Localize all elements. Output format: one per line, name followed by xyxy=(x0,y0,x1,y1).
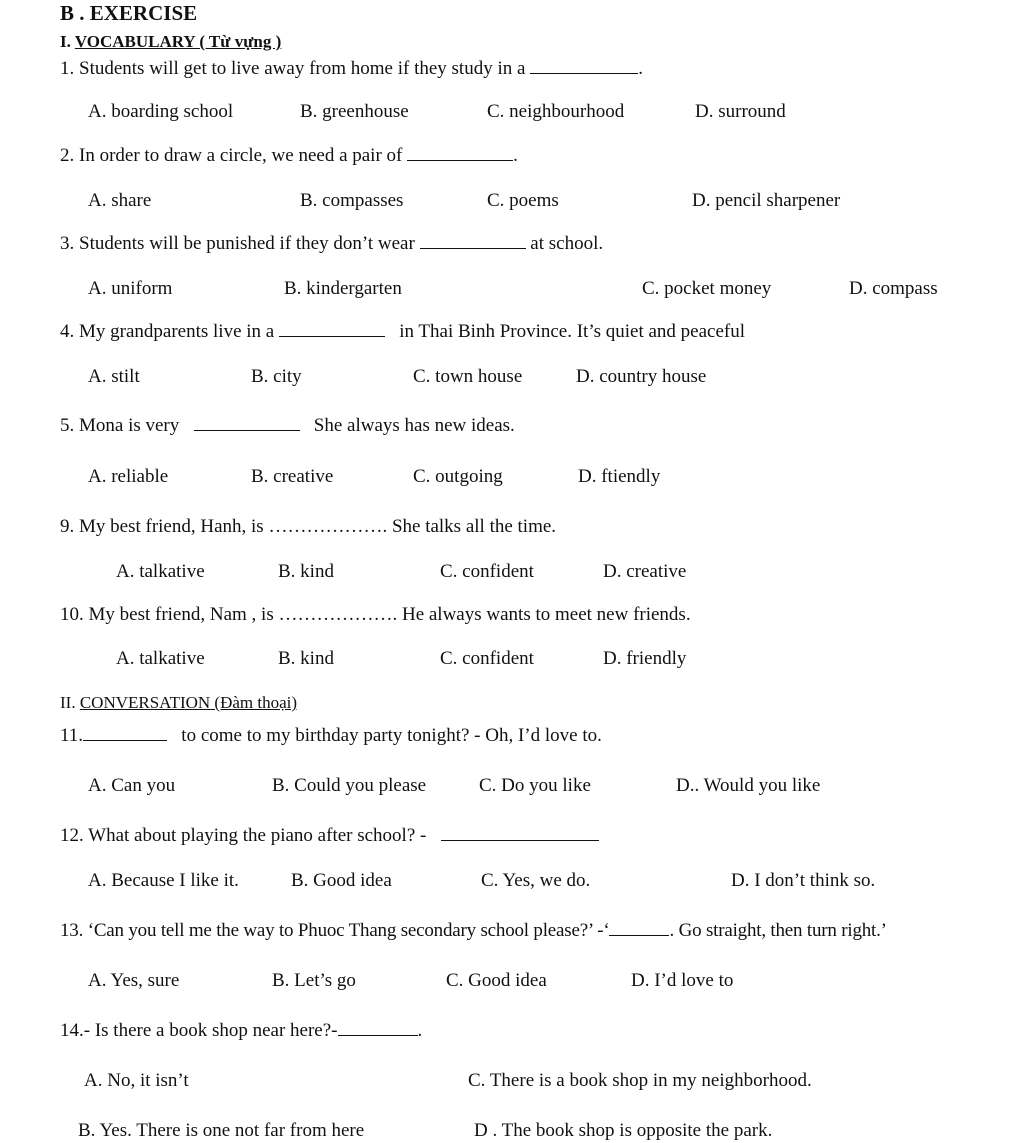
q5-blank xyxy=(194,416,300,431)
q2-option-c: C. poems xyxy=(487,190,559,211)
q1-stem: 1. Students will get to live away from home if they study in a xyxy=(60,58,526,79)
q5-option-a: A. reliable xyxy=(88,466,169,487)
q14-blank xyxy=(338,1021,418,1036)
q13-option-a: A. Yes, sure xyxy=(88,970,180,991)
q10-option-c: C. confident xyxy=(440,648,534,669)
q12-option-c: C. Yes, we do. xyxy=(481,870,591,891)
q11-option-a: A. Can you xyxy=(88,775,176,796)
question-4 xyxy=(60,321,745,343)
q5-end: She always has new ideas. xyxy=(313,415,515,436)
q14-option-d: D . The book shop is opposite the park. xyxy=(474,1120,773,1141)
q1-end: . xyxy=(638,58,643,79)
q12-option-d: D. I don’t think so. xyxy=(731,870,876,891)
q14-option-a: A. No, it isn’t xyxy=(84,1070,189,1091)
q11-option-b: B. Could you please xyxy=(272,775,427,796)
question-14 xyxy=(60,1020,422,1042)
q13-option-c: C. Good idea xyxy=(446,970,547,991)
q13-stem: 13. ‘Can you tell me the way to Phuoc Thang secondary school please?’ -‘ xyxy=(60,920,610,941)
q13-end: . Go straight, then turn right.’ xyxy=(669,920,887,941)
q9-option-c: C. confident xyxy=(440,561,534,582)
q9-option-b: B. kind xyxy=(278,561,334,582)
q2-option-b: B. compasses xyxy=(300,190,404,211)
q13-option-b: B. Let’s go xyxy=(272,970,356,991)
q4-blank xyxy=(279,322,385,337)
q4-option-d: D. country house xyxy=(576,366,707,387)
part1-title: VOCABULARY ( Từ vựng ) xyxy=(74,32,282,51)
q11-option-d: D.. Would you like xyxy=(676,775,821,796)
q1-option-d: D. surround xyxy=(695,101,786,122)
q14-option-c: C. There is a book shop in my neighborhood. xyxy=(468,1070,812,1091)
q2-option-d: D. pencil sharpener xyxy=(692,190,841,211)
q5-stem: 5. Mona is very xyxy=(60,415,180,436)
q4-stem: 4. My grandparents live in a xyxy=(60,321,275,342)
q4-option-c: C. town house xyxy=(413,366,523,387)
q10-option-b: B. kind xyxy=(278,648,334,669)
question-3 xyxy=(60,233,603,255)
section-title: B . EXERCISE xyxy=(60,1,198,25)
question-5 xyxy=(60,415,515,437)
q9-option-a: A. talkative xyxy=(116,561,205,582)
question-13 xyxy=(60,920,887,942)
part2-heading xyxy=(60,692,297,714)
q11-blank xyxy=(83,726,167,741)
q14-option-b: B. Yes. There is one not far from here xyxy=(78,1120,365,1141)
q1-option-a: A. boarding school xyxy=(88,101,234,122)
q3-stem: 3. Students will be punished if they don’t wear xyxy=(60,233,415,254)
question-12 xyxy=(60,825,599,847)
question-9: 9. My best friend, Hanh, is ………………. She talks all the time. xyxy=(60,516,557,537)
q3-option-b: B. kindergarten xyxy=(284,278,402,299)
q10-option-d: D. friendly xyxy=(603,648,687,669)
question-2 xyxy=(60,145,518,167)
q1-blank xyxy=(530,59,638,74)
q4-option-a: A. stilt xyxy=(88,366,140,387)
q4-option-b: B. city xyxy=(251,366,302,387)
q5-option-d: D. ftiendly xyxy=(578,466,661,487)
q11-option-c: C. Do you like xyxy=(479,775,591,796)
q3-end: at school. xyxy=(530,233,604,254)
q2-stem: 2. In order to draw a circle, we need a pair of xyxy=(60,145,403,166)
q12-blank xyxy=(441,826,599,841)
q12-stem: 12. What about playing the piano after school? - xyxy=(60,825,427,846)
part2-prefix: II. xyxy=(60,693,80,712)
q14-end: . xyxy=(417,1020,423,1041)
q11-end: to come to my birthday party tonight? - Oh, I’d love to. xyxy=(181,725,602,746)
part1-prefix: I. xyxy=(60,32,75,51)
question-11 xyxy=(60,725,602,747)
q2-option-a: A. share xyxy=(88,190,152,211)
q9-option-d: D. creative xyxy=(603,561,687,582)
q5-option-b: B. creative xyxy=(251,466,334,487)
q1-option-c: C. neighbourhood xyxy=(487,101,625,122)
q3-option-c: C. pocket money xyxy=(642,278,772,299)
q4-end: in Thai Binh Province. It’s quiet and peaceful xyxy=(399,321,746,342)
q12-option-b: B. Good idea xyxy=(291,870,392,891)
q3-option-a: A. uniform xyxy=(88,278,173,299)
q1-option-b: B. greenhouse xyxy=(300,101,409,122)
q3-blank xyxy=(420,234,526,249)
q12-option-a: A. Because I like it. xyxy=(88,870,239,891)
part2-title: CONVERSATION (Đàm thoại) xyxy=(79,693,298,712)
q14-stem: 14.- Is there a book shop near here?- xyxy=(60,1020,338,1041)
q10-option-a: A. talkative xyxy=(116,648,205,669)
question-1 xyxy=(60,58,643,80)
q5-option-c: C. outgoing xyxy=(413,466,503,487)
q2-end: . xyxy=(513,145,518,166)
q11-stem: 11. xyxy=(60,725,84,746)
part1-heading xyxy=(60,31,281,53)
q13-blank xyxy=(609,921,669,936)
q3-option-d: D. compass xyxy=(849,278,938,299)
question-10: 10. My best friend, Nam , is ………………. He always wants to meet new friends. xyxy=(60,604,691,625)
q2-blank xyxy=(407,146,513,161)
q13-option-d: D. I’d love to xyxy=(631,970,734,991)
